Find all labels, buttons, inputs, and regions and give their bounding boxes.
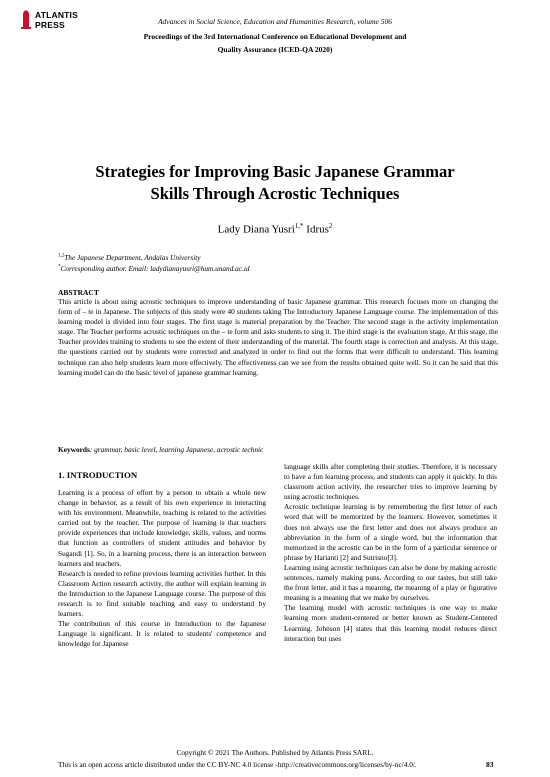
title-line-1: Strategies for Improving Basic Japanese Grammar <box>95 162 455 181</box>
author-2-affil-mark: 2 <box>328 222 333 230</box>
author-1-affil-mark: 1,* <box>294 222 304 230</box>
affiliation-2-text: Corresponding author. Email: ladydianayusri@hum.unand.ac.id <box>60 264 250 273</box>
license-footer: This is an open access article distributed under the CC BY-NC 4.0 license -http://creativecommons.org/licenses/by-nc/4.0/. <box>58 760 417 769</box>
paragraph: Learning using acrostic techniques can also be done by making acrostic sentences, namely making puns. According to our tastes, but still take the front letter, and it has a meaning, the meaning of a play or figurative meaning is a meaning that we make by ourselves. <box>284 562 497 603</box>
title-line-2: Skills Through Acrostic Techniques <box>150 184 400 203</box>
keywords-label: Keywords <box>58 445 90 454</box>
paragraph: The learning model with acrostic techniques is one way to make learning more student-centered or better known as Student-Centered Learning. Johnson [4] states that this learning model reduces direct interaction but uses <box>284 603 497 643</box>
affiliation-1-mark: 1,2 <box>58 253 65 259</box>
affiliation-2 <box>58 264 498 273</box>
paper-title <box>0 161 550 205</box>
affiliation-2-mark: * <box>58 264 61 270</box>
abstract-heading: ABSTRACT <box>58 288 99 297</box>
paragraph: Learning is a process of effort by a person to obtain a whole new change in behavior, as a result of his own experience in interacting with his environment. Meanwhile, teaching is related to the activities carried out by the teacher. The purpose of learning is that teachers provide experiences that include knowledge, skills, values, and norms that function as controllers of student attitudes and behavior by Sugandi [1]. So, in a learning process, there is an interaction between learners and teachers. <box>58 488 266 568</box>
left-column <box>58 488 266 650</box>
logo-line-2: PRESS <box>35 20 65 30</box>
affiliation-1 <box>58 253 498 262</box>
abstract-text: This article is about using acrostic techniques to improve understanding of basic Japanese grammar. This research focuses more on changing the form of – te in Japanese. The subjects of this study were 40 students taking The Introductory Japanese Language course. The implementation of this learning model is divided into four stages. The first stage is material preparation by the Teacher. The second stage is the activity implementation stage. The Teacher performs acrostic techniques on the – te form and asks students to sing it. The third stage is the evaluation stage. At this stage, the Teacher provides training to students to see the extent of their understanding of the material. The fourth stage is correction and analysis. At this stage, the questions carried out by students were corrected and analyzed in order to find out the forms that were difficult to understand. This learning technique can also help students learn more effectively. The effectiveness can we see from the results obtained quite well. So it can be said that this learning model can do the basic level of japanese grammar learning. <box>58 297 498 377</box>
proceedings-header-line-2: Quality Assurance (ICED-QA 2020) <box>217 45 333 54</box>
paragraph: Research is needed to refine previous learning activities further. In this Classroom Action research activity, the author will explain learning in the Introduction to the Japanese Language course. The purpose of this research is to find suitable teaching and easy to understand by learners. <box>58 568 266 619</box>
copyright-footer: Copyright © 2021 The Authors. Published by Atlantis Press SARL. <box>176 748 374 757</box>
keywords <box>58 445 498 454</box>
right-column <box>284 462 497 644</box>
paragraph: The contribution of this course in Introduction to the Japanese Language is significant. It is related to students' competence and knowledge for Japanese <box>58 619 266 649</box>
author-2: Idrus <box>306 223 329 236</box>
section-heading-introduction: 1. INTRODUCTION <box>58 470 138 480</box>
paragraph: Acrostic technique learning is by remembering the first letter of each word that will be memorized by the learners. However, sometimes it does not always use the first letter and does not always produce an abbreviation in the form of a single word, but the information that memorized in the acrostic can be in the form of a particular sentence or phrase by Harianti [2] and Sutrisno[3]. <box>284 502 497 562</box>
author-1: Lady Diana Yusri <box>217 223 295 236</box>
page-number: 83 <box>486 760 494 769</box>
journal-header: Advances in Social Science, Education and Humanities Research, volume 506 <box>157 17 393 26</box>
logo-line-1: ATLANTIS <box>35 10 78 20</box>
affiliation-1-text: The Japanese Department, Andalas University <box>64 253 201 262</box>
paragraph: language skills after completing their studies. Therefore, it is necessary to have a fun learning process, and students can apply it quickly. In this classroom action activity, the researcher tries to improve learning by using acrostic techniques. <box>284 462 497 502</box>
keywords-text: : grammar, basic level, learning Japanese, acrostic technic <box>89 445 264 454</box>
proceedings-header-line-1: Proceedings of the 3rd International Conference on Educational Development and <box>143 32 407 41</box>
author-list <box>0 222 550 236</box>
